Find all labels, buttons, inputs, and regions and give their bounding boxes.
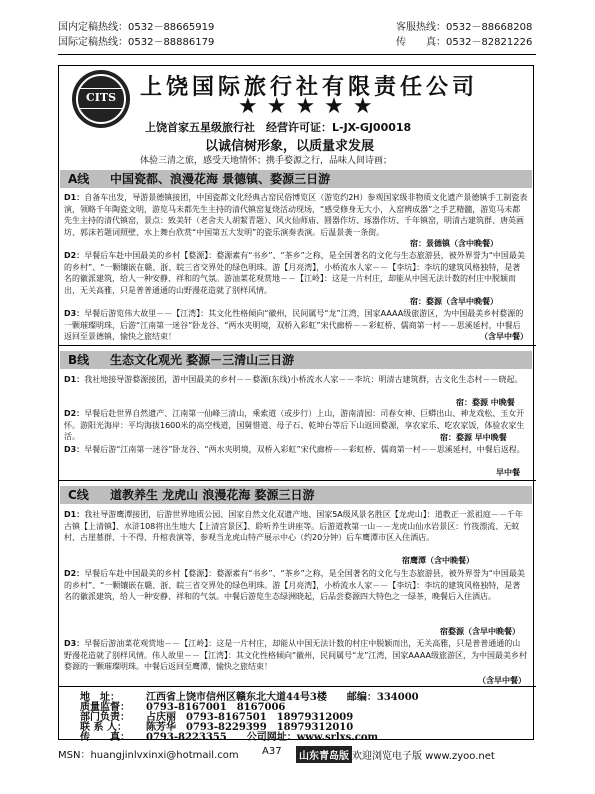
route-a-day1: D1：自备车出发，导游景德镇接团，中国瓷都文化经典古窑民俗博览区（游览约2H）参观国家级非物质文化遗产景德镇手工制瓷表演，领略千年陶瓷文明，游览马未都先生主持的清代镇窑复烧活动现场，“感受修身无大小，入窑辨成器”之手艺精髓，游览马未都先生主持的清代镇窑，景点：致美轩（老舍夫人胡絜青题）、风火仙师庙、圆器作坊、琢器作坊、千年镇窑，明清古建筑群、唐英画坊、郭沫若题词照壁、水上舞台欣赏“中国第五大发明”的瓷乐演奏表演。后温景袭一条街。 xyxy=(64,193,528,237)
route-b-day3-stay: 早中餐 xyxy=(496,468,520,477)
route-c-header: C线 道教养生 龙虎山 浪漫花海 婺源三日游 xyxy=(60,486,532,504)
slogan: 以诚信树形象，以质量求发展 xyxy=(205,139,375,154)
route-a-day2-stay: 宿：婺源（含早中晚餐） xyxy=(410,297,498,306)
company-subtitle: 上饶首家五星级旅行社 经营许可证：L-JX-GJ00018 xyxy=(145,121,412,134)
route-b-day1: D1：我社地接导游婺源接团，游中国最美的乡村－－婺源(东线)小桥流水人家－－李坑：明清古建筑群，古文化生态村－－晓起。 xyxy=(64,375,523,384)
company-name: 上饶国际旅行社有限责任公司 xyxy=(140,74,479,100)
contact-manager: 部门负责： 占庆丽 0793-8167501 18979312009 xyxy=(80,712,354,723)
route-c-day3-stay: （含早中餐） xyxy=(478,676,526,685)
fax-hotline: 传 真：0532－82821226 xyxy=(396,37,533,48)
edition-badge: 山东青岛版 xyxy=(296,746,352,763)
route-a-day3-stay: （含早中餐） xyxy=(480,332,528,341)
route-b-day1-stay: 宿：婺源 中晚餐 xyxy=(456,398,515,407)
route-b-day2: D2：早餐后赴世界自然遗产、江南第一仙峰三清山，乘索道（或步行）上山，游南清园：司春女神、巨蟒出山、神龙戏松、玉女开怀。游阳光海岸：平均海拔1600米的高空栈道，国舅惜道、母子石、乾坤台等后下山返回婺源，享农家乐、吃农家饭，体验农家生活。 xyxy=(64,409,525,441)
route-c-day1: D1：我社导游鹰潭接团，后游世界地质公园、国家自然文化双遗产地、国家5A级风景名胜区【龙虎山】：道教正一派祖庭－－千年古镇【上清镇】、水浒108将出生地大【上清宫景区】、聆听养生讲座等。后游道教第一山－－龙虎山仙水岩景区：竹筏漂流、无蚊村、古崖墓群、十不得、升棺表演等，参观当龙虎山特产展示中心（约20分钟）后车鹰潭市区入住酒店。 xyxy=(64,510,523,542)
divider-a xyxy=(58,345,536,346)
route-c-day2: D2：早餐后车赴中国最美的乡村【婺源】：婺源素有“书乡”、“茶乡”之称，是全国著名的文化与生态旅游县，被外界誉为“中国最美的乡村”、“一颗镶嵌在赣、浙、皖三省交界处的绿色明珠。游【月亮湾】，小桥流水人家－－【李坑】：李坑的建筑风格独特，是著名的徽派建筑，给人一种安静、祥和的气氛。中餐后游览生态绿洲晓起，后品尝婺源四大特色之一绿茶，晚餐后入住酒店。 xyxy=(64,569,525,601)
footer-msn: MSN：huangjinlvxinxi@hotmail.com xyxy=(58,750,239,761)
footer-banner xyxy=(296,746,495,763)
divider-b xyxy=(58,480,536,481)
route-a-day1-stay: 宿：景德镇（含中晚餐） xyxy=(410,239,498,248)
contact-person: 联 系 人： 陈芳华 0793-8229399 18979312010 xyxy=(80,722,354,733)
customer-hotline: 客服热线：0532－88668208 xyxy=(396,22,533,33)
route-b-header: B线 生态文化观光 婺源－三清山三日游 xyxy=(60,351,532,369)
contact-quality: 质量监督： 0793-8167001 8167006 xyxy=(80,702,286,713)
page-number: A37 xyxy=(262,746,282,757)
divider-c xyxy=(58,686,536,687)
route-a-day3: D3：早餐后游览伟大故里－－【江湾】：其文化性格倾向“徽州，民间属号“龙”江湾，国家AAAA级旅游区，为中国最美乡村婺源的一颗璀璨明珠，后游“江南第一迷谷”卧龙谷、“两水夹明境，双桥入彩虹”宋代廊桥－－彩虹桥、儒商第一村－－思溪延村，中餐后返回至景德镇，愉快之旅结束！ xyxy=(64,309,524,341)
route-c-day1-stay: 宿鹰潭（含中晚餐） xyxy=(402,556,474,565)
route-a-day2: D2：早餐后车赴中国最美的乡村【婺源】：婺源素有“书乡”、“茶乡”之称，是全国著名的文化与生态旅游县，被外界誉为“中国最美的乡村”、“一颗镶嵌在赣、浙、皖三省交界处的绿色明珠。游【月亮湾】，小桥流水人家－－【李坑】：李坑的建筑风格独特，是著名的徽派建筑，给人一种安静、祥和的气氛。游油菜花观赏地－－【江岭】：这是一片村庄，却能从中国无法计数的村庄中脱颖而出，无关高雅，只是普普通通的山野漫花造就了别样风情。 xyxy=(64,251,525,295)
contact-address: 地 址： 江西省上饶市信州区赣东北大道44号3楼 邮编：334000 xyxy=(80,692,419,703)
route-b-day2-stay: 宿：婺源 早中晚餐 xyxy=(440,433,507,442)
route-c-day2-stay: 宿婺源（含早中晚餐） xyxy=(440,627,520,636)
contact-fax-website: 传 真： 0793-8223355 公司网址：www.srlxs.com xyxy=(80,732,379,743)
international-hotline: 国际定稿热线：0532－88886179 xyxy=(58,37,215,48)
domestic-hotline: 国内定稿热线：0532－88665919 xyxy=(58,22,215,33)
five-stars-icon: ★★★★★ xyxy=(238,94,382,119)
route-b-day3: D3：早餐后游“江南第一迷谷”卧龙谷、“两水夹明境，双桥入彩虹”宋代廊桥－－彩虹桥、儒商第一村－－思溪延村，中餐后返程。 xyxy=(64,445,525,454)
footer-tail: 欢迎浏览电子版 www.zyoo.net xyxy=(352,751,495,762)
route-a-header: A线 中国瓷都、浪漫花海 景德镇、婺源三日游 xyxy=(60,170,532,188)
cits-globe-logo: CITS xyxy=(72,70,130,128)
route-c-day3: D3：早餐后游油菜花观赏地－－【江岭】：这是一片村庄，却能从中国无法计数的村庄中脱颖而出，无关高雅，只是普普通通的山野漫花造就了别样风情。伟人故里－－【江湾】：其文化性格倾向“徽州，民间属号“龙”江湾，国家AAAA级旅游区，为中国最美乡村婺源的一颗璀璨明珠。中餐后返回至鹰潭，愉快之旅结束！ xyxy=(64,639,527,671)
slogan-secondary: 体验三清之旅，感受天地情怀；携手婺源之行，品味人间诗画； xyxy=(140,156,393,166)
top-divider xyxy=(58,54,536,55)
